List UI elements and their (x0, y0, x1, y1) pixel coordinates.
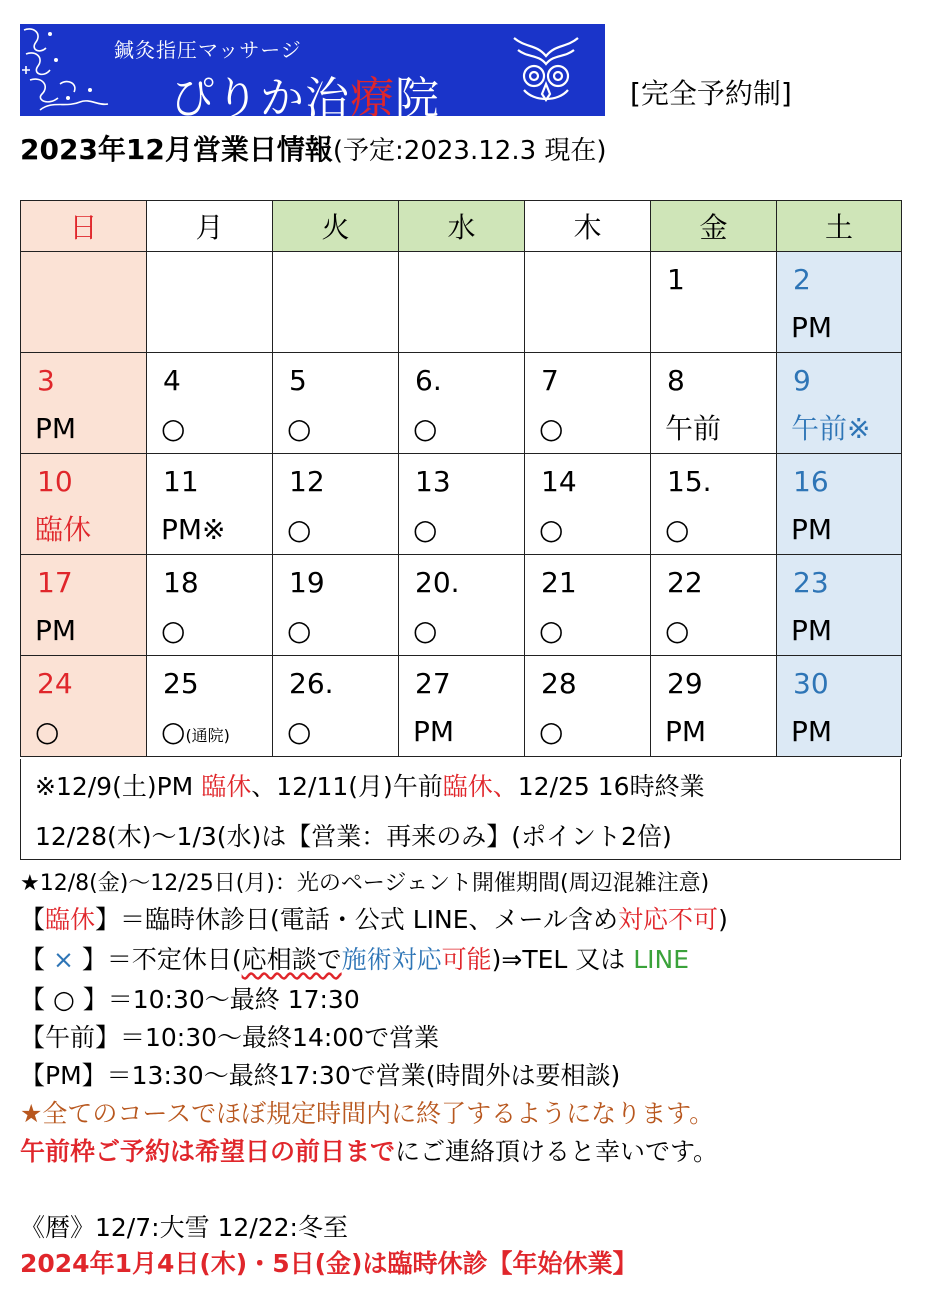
day-status (777, 504, 901, 550)
day-status (777, 403, 901, 449)
clinic-name-part: 院 (395, 73, 440, 116)
day-number (147, 252, 272, 302)
day-number: 9 (793, 364, 811, 397)
calendar-week-row (21, 555, 902, 656)
owl-emblem-icon (506, 30, 586, 110)
legend-line-text: LINE (633, 945, 690, 974)
weekday-header: 日 (21, 201, 147, 252)
calendar-day-cell (399, 454, 525, 555)
day-status-text: 午前 (665, 412, 722, 445)
calendar-week-row (21, 656, 902, 757)
day-status-text: ○ (287, 412, 312, 445)
calendar-day-cell (147, 454, 273, 555)
day-status (399, 302, 524, 308)
calendar-day-cell (525, 454, 651, 555)
legend-text: 】＝臨時休診日(電話・公式 LINE、メール含め (95, 905, 619, 934)
calendar-day-cell (651, 555, 777, 656)
day-number: 26. (289, 667, 334, 700)
day-status (273, 302, 398, 308)
calendar-day-cell (21, 353, 147, 454)
day-status (777, 302, 901, 348)
day-status-text: ○ (287, 614, 312, 647)
day-number: 7 (541, 364, 559, 397)
note-text: ※12/9(土)PM (35, 772, 202, 801)
clinic-name-accent: 療 (350, 73, 395, 116)
calendar-day-cell (651, 454, 777, 555)
day-number: 20. (415, 566, 460, 599)
day-number: 23 (793, 566, 829, 599)
day-status-text: ○ (665, 513, 690, 546)
day-status (399, 706, 524, 752)
day-status (651, 504, 776, 550)
day-number: 28 (541, 667, 577, 700)
day-status (399, 504, 524, 550)
day-status-text: PM (791, 513, 833, 546)
day-number (399, 252, 524, 302)
calendar-day-cell (21, 555, 147, 656)
day-status-text: ○ (539, 412, 564, 445)
calendar-day-cell (147, 555, 273, 656)
calendar-day-cell (399, 555, 525, 656)
day-status-text: ○ (35, 715, 60, 748)
day-status (273, 403, 398, 449)
legend-irregular-holiday (20, 940, 689, 976)
legend-text: 【 (20, 905, 46, 934)
day-number: 16 (793, 465, 829, 498)
calendar-day-cell (21, 252, 147, 353)
day-number: 8 (667, 364, 685, 397)
day-status (147, 403, 272, 449)
day-number: 21 (541, 566, 577, 599)
day-number (273, 252, 398, 302)
calendar-day-cell (147, 656, 273, 757)
day-number: 13 (415, 465, 451, 498)
day-status-text: PM (413, 715, 455, 748)
note-red-text: 臨休 (201, 772, 252, 801)
day-number: 27 (415, 667, 451, 700)
calendar-day-cell (651, 656, 777, 757)
event-notice: ★12/8(金)～12/25日(月)：光のページェント開催期間(周辺混雑注意) (20, 871, 710, 896)
day-status-text: PM (791, 715, 833, 748)
day-status-text: ○ (413, 513, 438, 546)
weekday-header: 火 (273, 201, 399, 252)
day-status-text: ○ (287, 513, 312, 546)
calendar-day-cell (273, 656, 399, 757)
day-status (525, 504, 650, 550)
day-number: 18 (163, 566, 199, 599)
calendar-week-row (21, 353, 902, 454)
booking-emphasis: 午前枠ご予約は希望日の前日まで (20, 1137, 396, 1166)
calendar-week-row (21, 454, 902, 555)
legend-text: 【 (20, 945, 53, 974)
day-status-text: PM (791, 614, 833, 647)
legend-text: )⇒TEL 又は (491, 945, 634, 974)
clinic-name-part: ぴりか治 (170, 73, 350, 116)
day-status (651, 706, 776, 752)
legend-text: 】＝不定休日( (73, 945, 242, 974)
calendar-day-cell (147, 252, 273, 353)
day-status (273, 504, 398, 550)
day-status-text: ○ (539, 614, 564, 647)
day-status (777, 706, 901, 752)
day-number: 22 (667, 566, 703, 599)
day-status (21, 403, 146, 449)
day-number: 2 (793, 263, 811, 296)
legend-blue-text: × (52, 945, 74, 974)
day-number: 15. (667, 465, 712, 498)
page-title (20, 128, 607, 168)
day-status-text: PM (35, 412, 77, 445)
day-number: 3 (37, 364, 55, 397)
day-status (147, 504, 272, 550)
calendar-day-cell (777, 454, 902, 555)
legend-am: 【午前】＝10:30～最終14:00で営業 (20, 1023, 440, 1052)
calendar-day-cell (525, 353, 651, 454)
day-status-text: ○ (539, 513, 564, 546)
calendar-day-cell (525, 555, 651, 656)
note-text: 、12/11(月)午前 (251, 772, 443, 801)
weekday-header: 土 (777, 201, 902, 252)
day-status-text: PM※ (161, 513, 226, 546)
note-line-2: 12/28(木)～1/3(水)は【営業：再来のみ】(ポイント2倍) (35, 822, 672, 851)
day-status (147, 302, 272, 308)
legend-pm: 【PM】＝13:30～最終17:30で営業(時間外は要相談) (20, 1061, 621, 1090)
day-status (525, 706, 650, 752)
reservation-note: [完全予約制] (630, 77, 792, 110)
day-number: 1 (667, 263, 685, 296)
day-status-text: ○ (287, 715, 312, 748)
ornament-left-icon (20, 24, 120, 116)
clinic-banner (20, 24, 605, 116)
day-status (273, 605, 398, 651)
day-status-note: (通院) (185, 726, 230, 745)
am-booking-notice (20, 1132, 718, 1168)
day-status-text: ○ (413, 412, 438, 445)
clinic-name (170, 62, 440, 116)
day-number: 10 (37, 465, 73, 498)
day-status (651, 302, 776, 308)
course-notice: ★全てのコースでほぼ規定時間内に終了するようになります。 (20, 1099, 715, 1128)
day-status (525, 302, 650, 308)
day-status (21, 605, 146, 651)
day-number: 30 (793, 667, 829, 700)
day-number: 12 (289, 465, 325, 498)
calendar-day-cell (21, 656, 147, 757)
day-status-text: PM (35, 614, 77, 647)
calendar-week-row (21, 252, 902, 353)
day-status (525, 403, 650, 449)
calendar-body (21, 252, 902, 757)
legend-blue-text: 施術対応 (341, 945, 442, 974)
calendar-day-cell (651, 353, 777, 454)
day-number: 5 (289, 364, 307, 397)
day-status-text: ○ (539, 715, 564, 748)
day-status (147, 605, 272, 651)
weekday-header: 水 (399, 201, 525, 252)
note-line-1 (35, 767, 705, 803)
calendar-day-cell (273, 555, 399, 656)
day-status-text: 午前※ (791, 412, 871, 445)
day-status-text: ○ (413, 614, 438, 647)
day-number: 19 (289, 566, 325, 599)
day-number: 6. (415, 364, 442, 397)
calendar-day-cell (399, 252, 525, 353)
day-status-text: 臨休 (35, 513, 92, 546)
day-status (777, 605, 901, 651)
weekday-header: 月 (147, 201, 273, 252)
calendar-day-cell (777, 353, 902, 454)
day-number: 14 (541, 465, 577, 498)
weekday-header-row (21, 201, 902, 252)
calendar-day-cell (651, 252, 777, 353)
legend-text: ) (718, 905, 728, 934)
calendar-day-cell (147, 353, 273, 454)
day-status-text: PM (791, 311, 833, 344)
day-status (147, 706, 272, 756)
calendar-day-cell (777, 656, 902, 757)
legend-red-text: 可能 (441, 945, 492, 974)
day-number: 29 (667, 667, 703, 700)
booking-text: にご連絡頂けると幸いです。 (395, 1137, 719, 1166)
day-status (399, 403, 524, 449)
day-number (525, 252, 650, 302)
legend-circle: 【 ○ 】＝10:30～最終 17:30 (20, 985, 360, 1014)
day-status (651, 605, 776, 651)
note-red-text: 臨休、 (442, 772, 518, 801)
title-sub: (予定:2023.12.3 現在) (332, 136, 607, 166)
day-number (21, 252, 146, 302)
clinic-subtitle: 鍼灸指圧マッサージ (114, 38, 302, 62)
day-status (399, 605, 524, 651)
day-number: 17 (37, 566, 73, 599)
legend-wavy-text: 応相談で (241, 945, 342, 974)
calendar-day-cell (21, 454, 147, 555)
day-number: 11 (163, 465, 199, 498)
day-number: 4 (163, 364, 181, 397)
legend-rinkyu (20, 900, 728, 936)
calendar-day-cell (525, 656, 651, 757)
calendar-day-cell (399, 353, 525, 454)
weekday-header: 金 (651, 201, 777, 252)
day-status-text: ○ (161, 412, 186, 445)
day-number: 24 (37, 667, 73, 700)
day-status (21, 706, 146, 752)
calendar-notes (20, 759, 901, 860)
calendar-day-cell (777, 555, 902, 656)
calendar-day-cell (399, 656, 525, 757)
new-year-notice: 2024年1月4日(木)・5日(金)は臨時休診【年始休業】 (20, 1249, 638, 1278)
calendar-table (20, 200, 902, 757)
day-status-text: ○ (161, 715, 186, 748)
day-status (21, 504, 146, 550)
day-status-text: PM (665, 715, 707, 748)
legend-red-text: 対応不可 (618, 905, 719, 934)
legend-red-text: 臨休 (45, 905, 96, 934)
almanac: 《暦》12/7:大雪 12/22:冬至 (20, 1213, 348, 1242)
calendar-day-cell (273, 454, 399, 555)
calendar-day-cell (273, 252, 399, 353)
day-status-text: ○ (161, 614, 186, 647)
calendar-day-cell (777, 252, 902, 353)
day-number: 25 (163, 667, 199, 700)
weekday-header: 木 (525, 201, 651, 252)
title-main: 2023年12月営業日情報 (20, 133, 333, 166)
day-status (525, 605, 650, 651)
day-status (21, 302, 146, 308)
calendar-day-cell (525, 252, 651, 353)
day-status (273, 706, 398, 752)
note-text: 12/25 16時終業 (517, 772, 705, 801)
day-status (651, 403, 776, 449)
day-status-text: ○ (665, 614, 690, 647)
calendar-day-cell (273, 353, 399, 454)
